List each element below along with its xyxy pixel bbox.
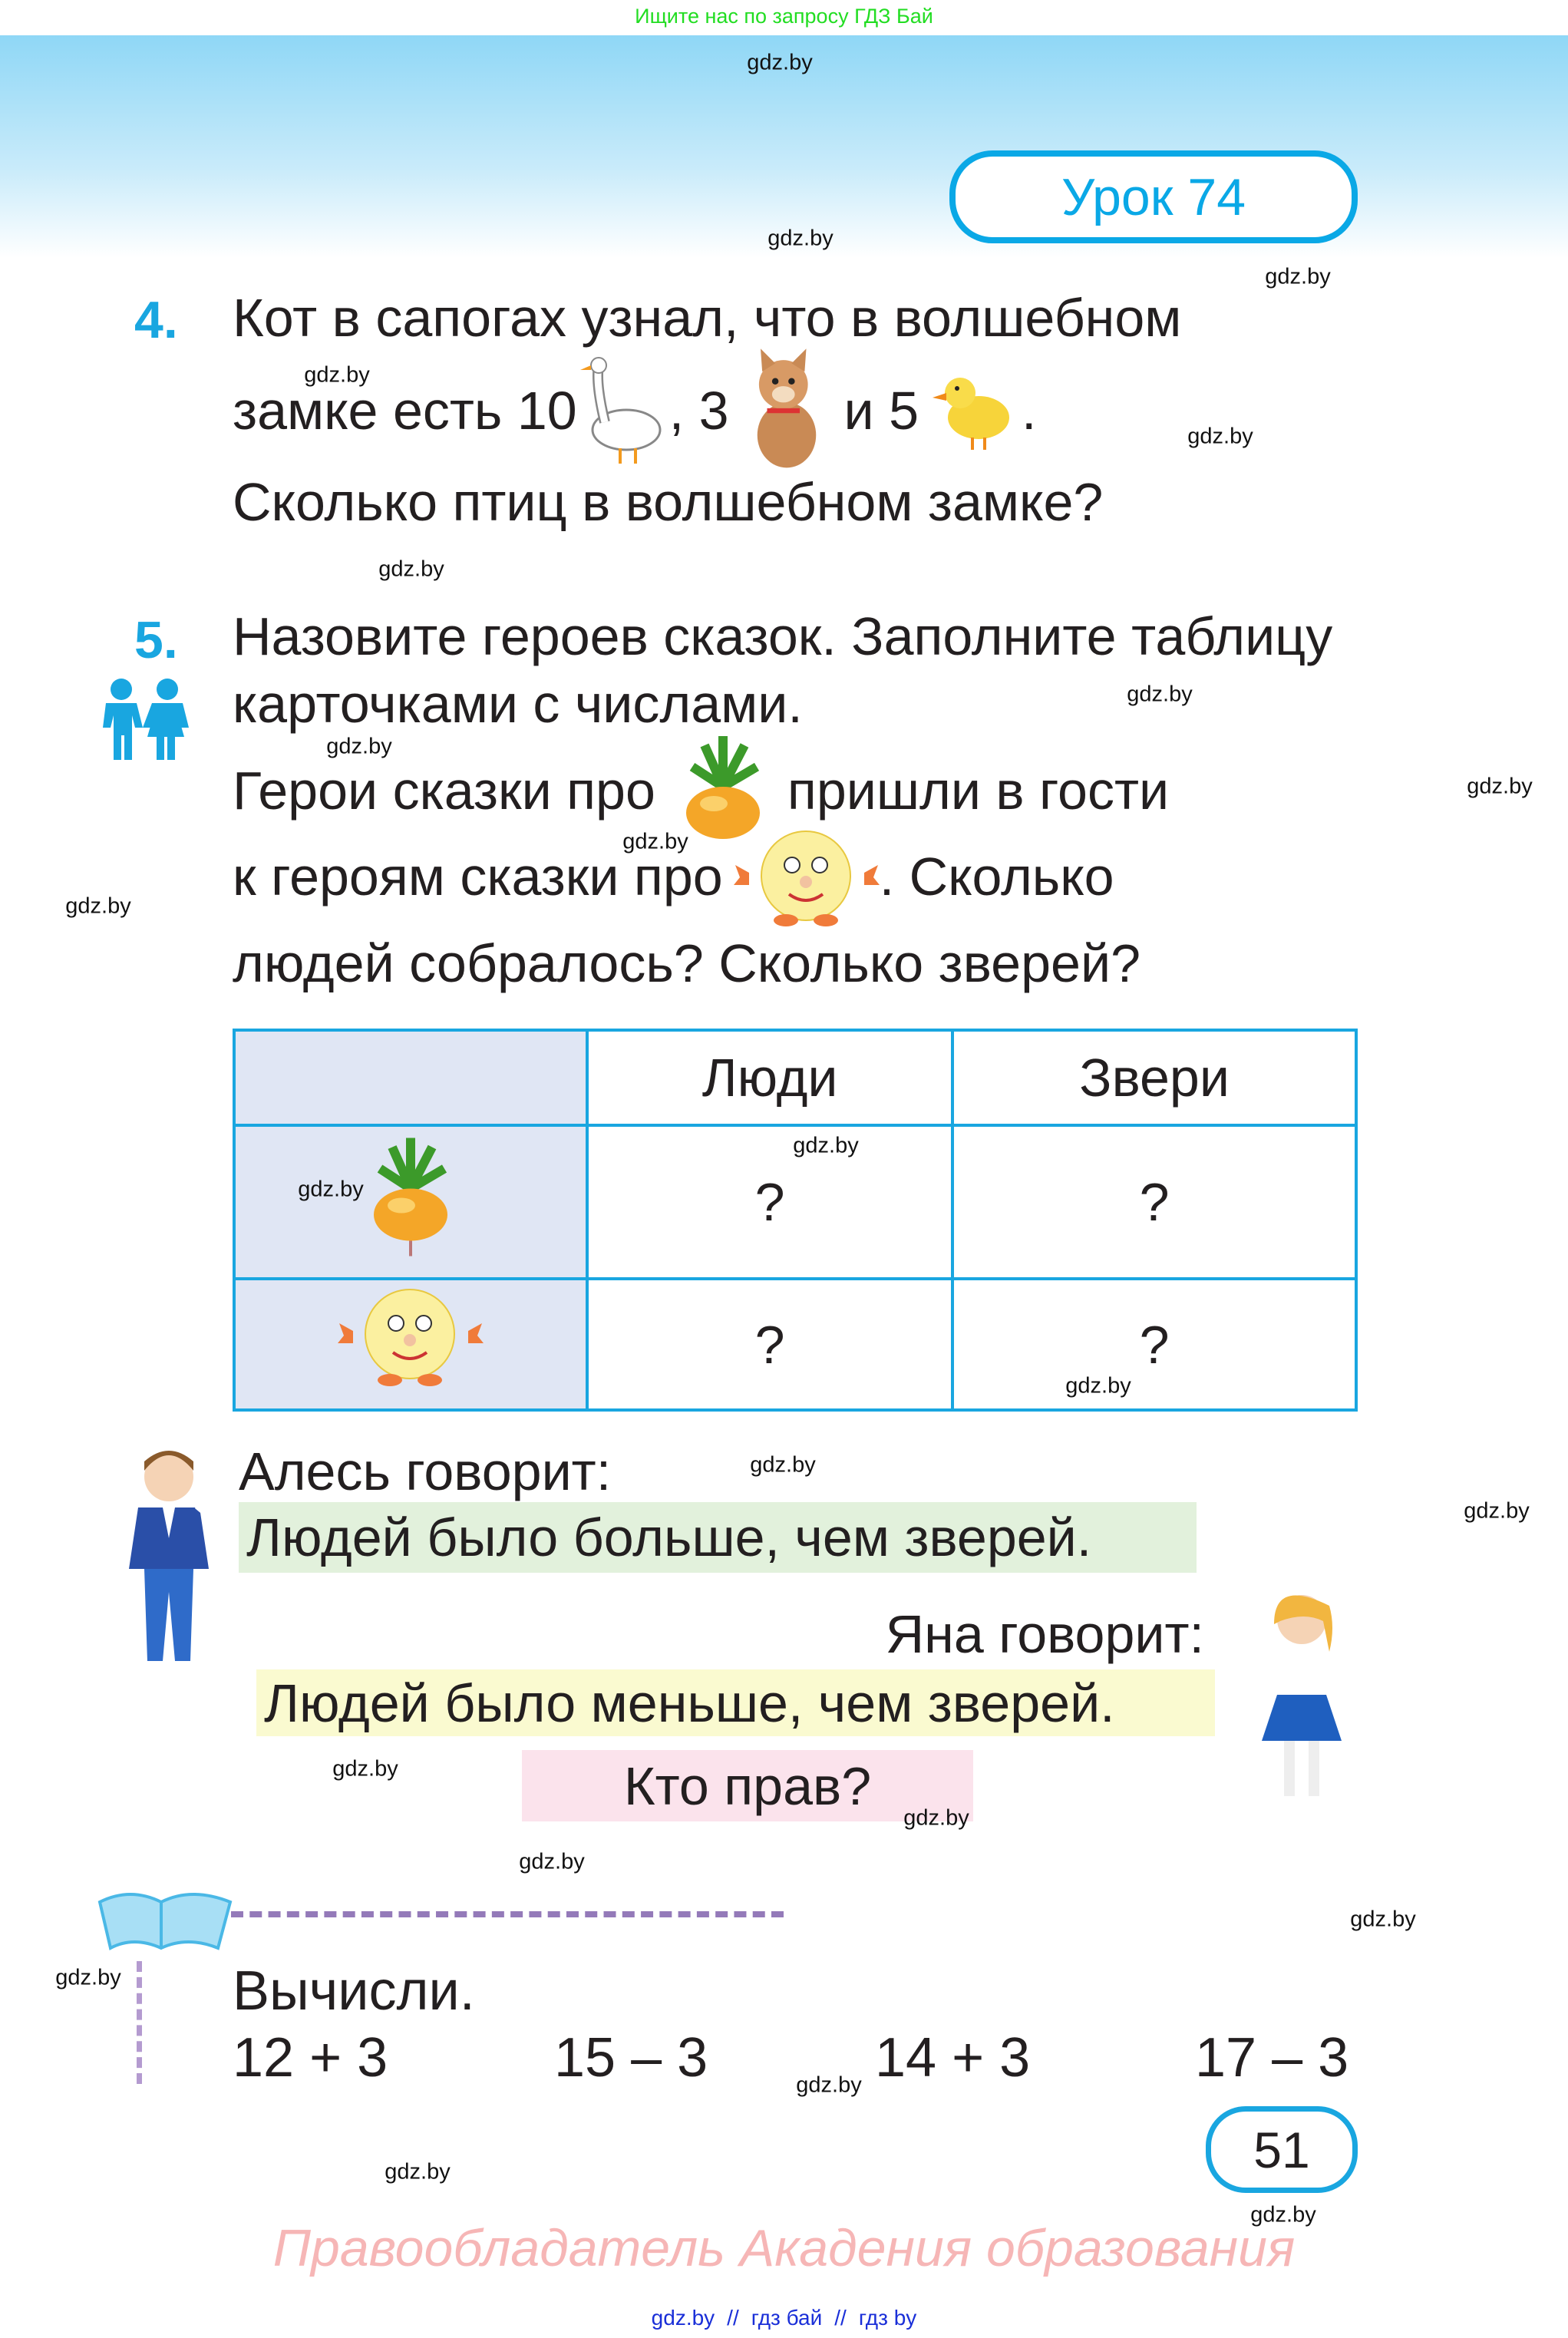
watermark: gdz.by xyxy=(55,1965,121,1990)
answer-cell[interactable]: ? xyxy=(952,1125,1356,1279)
who-is-right-question: Кто прав? xyxy=(522,1750,973,1821)
task4-line2-d: . xyxy=(1022,381,1037,441)
task4-line2-c: и 5 xyxy=(843,381,919,441)
watermark: gdz.by xyxy=(1250,2202,1316,2227)
watermark: gdz.by xyxy=(793,1133,859,1158)
expression: 17 – 3 xyxy=(1195,2027,1349,2089)
watermark: gdz.by xyxy=(1464,1498,1530,1524)
task-number-5: 5. xyxy=(134,611,178,669)
footer-link-gdz-bai[interactable]: гдз бай xyxy=(751,2306,823,2330)
turnip-icon xyxy=(365,1133,457,1260)
task4-line3: Сколько птиц в волшебном замке? xyxy=(233,472,1104,532)
task5-line2: карточками с числами. xyxy=(233,674,803,734)
goose-icon xyxy=(577,353,669,468)
watermark: gdz.by xyxy=(796,2072,862,2098)
watermark: gdz.by xyxy=(903,1805,969,1831)
watermark: gdz.by xyxy=(378,556,444,582)
watermark: gdz.by xyxy=(1350,1907,1416,1932)
task5-line3-b: пришли в гости xyxy=(787,761,1170,821)
watermark: gdz.by xyxy=(332,1756,398,1782)
answer-cell[interactable]: ? xyxy=(587,1279,952,1410)
task4-line2-b: , 3 xyxy=(668,381,729,441)
answer-cell[interactable]: ? xyxy=(587,1125,952,1279)
yana-label: Яна говорит: xyxy=(885,1604,1204,1664)
task-number-4: 4. xyxy=(134,291,178,349)
footer-link-gdz[interactable]: gdz.by xyxy=(651,2306,715,2330)
task5-line5: людей собралось? Сколько зверей? xyxy=(233,933,1141,993)
compute-title: Вычисли. xyxy=(233,1960,475,2022)
task4-line1: Кот в сапогах узнал, что в волшебном xyxy=(233,288,1182,348)
lesson-title xyxy=(949,150,1358,243)
watermark: gdz.by xyxy=(622,829,688,854)
watermark: gdz.by xyxy=(1127,682,1193,707)
page-number-text: 51 xyxy=(1253,2121,1310,2178)
ales-label: Алесь говорит: xyxy=(239,1441,612,1501)
expression: 15 – 3 xyxy=(554,2027,708,2089)
watermark: gdz.by xyxy=(326,734,392,759)
task5-line1: Назовите героев сказок. Заполните таблицу xyxy=(233,606,1333,666)
watermark: gdz.by xyxy=(747,50,813,75)
expression: 14 + 3 xyxy=(875,2027,1031,2089)
copyright-notice: Правообладатель Акадения образования xyxy=(272,2219,1296,2277)
kolobok-icon xyxy=(734,827,880,926)
watermark: gdz.by xyxy=(65,893,131,919)
page-number xyxy=(1206,2106,1358,2193)
answer-cell[interactable]: ? xyxy=(952,1279,1356,1410)
girl-yana-illustration xyxy=(1228,1581,1374,1811)
watermark: gdz.by xyxy=(1187,424,1253,449)
table-header-animals: Звери xyxy=(952,1030,1356,1125)
expression: 12 + 3 xyxy=(233,2027,388,2089)
footer-separator: // xyxy=(727,2306,739,2330)
yana-statement: Людей было меньше, чем зверей. xyxy=(256,1669,1215,1736)
dashed-divider-vertical xyxy=(137,1961,142,2084)
heroes-table xyxy=(233,1029,1358,1412)
watermark: gdz.by xyxy=(1265,264,1331,289)
table-header-people: Люди xyxy=(587,1030,952,1125)
watermark: gdz.by xyxy=(1065,1373,1131,1399)
row-icon-cell xyxy=(234,1279,587,1410)
watermark: gdz.by xyxy=(767,226,834,251)
cat-icon xyxy=(737,345,837,476)
watermark: gdz.by xyxy=(1467,774,1533,799)
watermark: gdz.by xyxy=(519,1849,585,1874)
notebook-icon xyxy=(92,1879,238,1963)
search-banner[interactable]: Ищите нас по запросу ГДЗ Бай xyxy=(635,5,933,28)
ales-statement: Людей было больше, чем зверей. xyxy=(239,1502,1197,1573)
row-icon-cell xyxy=(234,1125,587,1279)
task5-line4-b: . Сколько xyxy=(879,847,1114,906)
watermark: gdz.by xyxy=(304,362,370,388)
task4-line2-a: замке есть 10 xyxy=(233,381,577,441)
kolobok-icon xyxy=(338,1285,484,1392)
lesson-title-text: Урок 74 xyxy=(1061,167,1246,226)
dashed-divider xyxy=(231,1911,784,1917)
table-row xyxy=(234,1279,1356,1410)
boy-ales-illustration xyxy=(107,1443,238,1673)
watermark: gdz.by xyxy=(385,2159,451,2184)
footer-separator: // xyxy=(834,2306,847,2330)
task5-line3-a: Герои сказки про xyxy=(233,761,655,821)
task5-line4-a: к героям сказки про xyxy=(233,847,723,906)
footer-link-gdz-by[interactable]: гдз by xyxy=(858,2306,917,2330)
watermark: gdz.by xyxy=(298,1177,364,1202)
table-header-empty xyxy=(234,1030,587,1125)
pair-work-icon xyxy=(97,679,193,760)
watermark: gdz.by xyxy=(750,1452,816,1478)
duckling-icon xyxy=(929,368,1022,453)
footer-links xyxy=(0,2306,1568,2330)
